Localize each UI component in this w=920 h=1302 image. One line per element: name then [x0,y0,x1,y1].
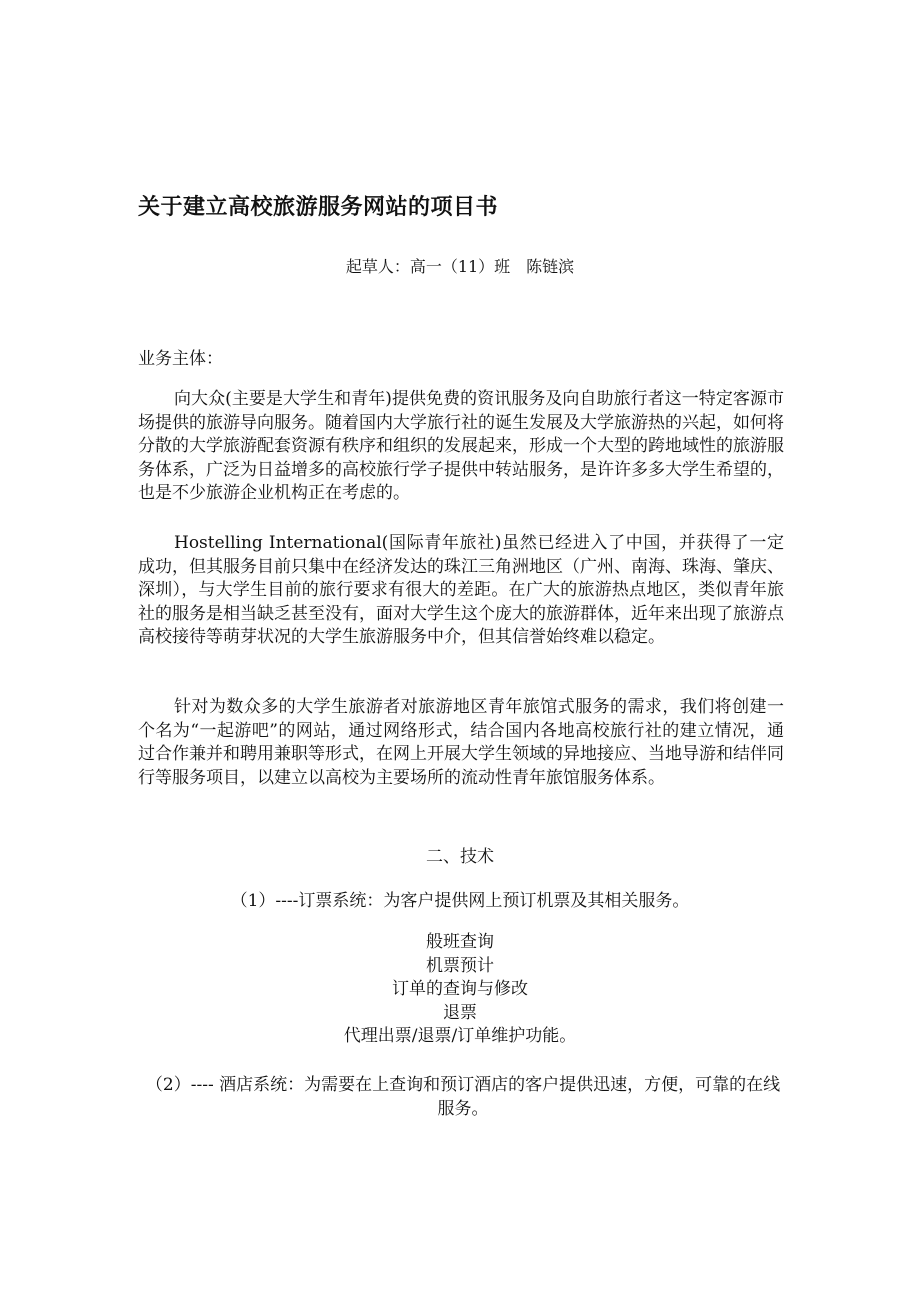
paragraph-3 [138,696,784,790]
section-label: 业务主体： [138,349,223,369]
paragraph-2 [138,532,784,650]
list-item: 机票预计 [426,955,494,976]
document-title: 关于建立高校旅游服务网站的项目书 [138,195,499,220]
paragraph-1 [138,388,784,506]
tech-heading: 二、技术 [426,847,494,867]
ticketing-feature-list [0,931,920,1049]
list-item: 般班查询 [426,932,494,952]
tech-item-hotel: （2）---- 酒店系统：为需要在上查询和预订酒店的客户提供迅速，方便，可靠的在线服务。 [145,1075,781,1119]
paragraph-1-text: 向大众(主要是大学生和青年)提供免费的资讯服务及向自助旅行者这一特定客源市场提供的旅游导向服务。随着国内大学旅行社的诞生发展及大学旅游热的兴起，如何将分散的大学旅游配套资源有秩序和组织的发展起来，形成一个大型的跨地域性的旅游服务体系，广泛为日益增多的高校旅行学子提供中转站服务，是许许多多大学生希望的，也是不少旅游企业机构正在考虑的。 [138,389,784,503]
paragraph-2-text: Hostelling International(国际青年旅社)虽然已经进入了中国，并获得了一定成功，但其服务目前只集中在经济发达的珠江三角洲地区（广州、南海、珠海、肇庆、深圳），与大学生目前的旅行要求有很大的差距。在广大的旅游热点地区，类似青年旅社的服务是相当缺乏甚至没有，面对大学生这个庞大的旅游群体，近年来出现了旅游点高校接待等萌芽状况的大学生旅游服务中介，但其信誉始终难以稳定。 [138,533,784,647]
tech-item-ticketing: （1）----订票系统：为客户提供网上预订机票及其相关服务。 [230,891,690,911]
author-text: 起草人：高一（11）班 陈链滨 [345,257,575,276]
list-item: 代理出票/退票/订单维护功能。 [343,1026,577,1046]
author-line [0,254,920,277]
list-item: 订单的查询与修改 [392,979,528,999]
list-item: 退票 [443,1002,477,1023]
paragraph-3-text: 针对为数众多的大学生旅游者对旅游地区青年旅馆式服务的需求，我们将创建一个名为“一起游吧”的网站，通过网络形式，结合国内各地高校旅行社的建立情况，通过合作兼并和聘用兼职等形式，在网上开展大学生领域的异地接应、当地导游和结伴同行等服务项目，以建立以高校为主要场所的流动性青年旅馆服务体系。 [138,697,784,788]
